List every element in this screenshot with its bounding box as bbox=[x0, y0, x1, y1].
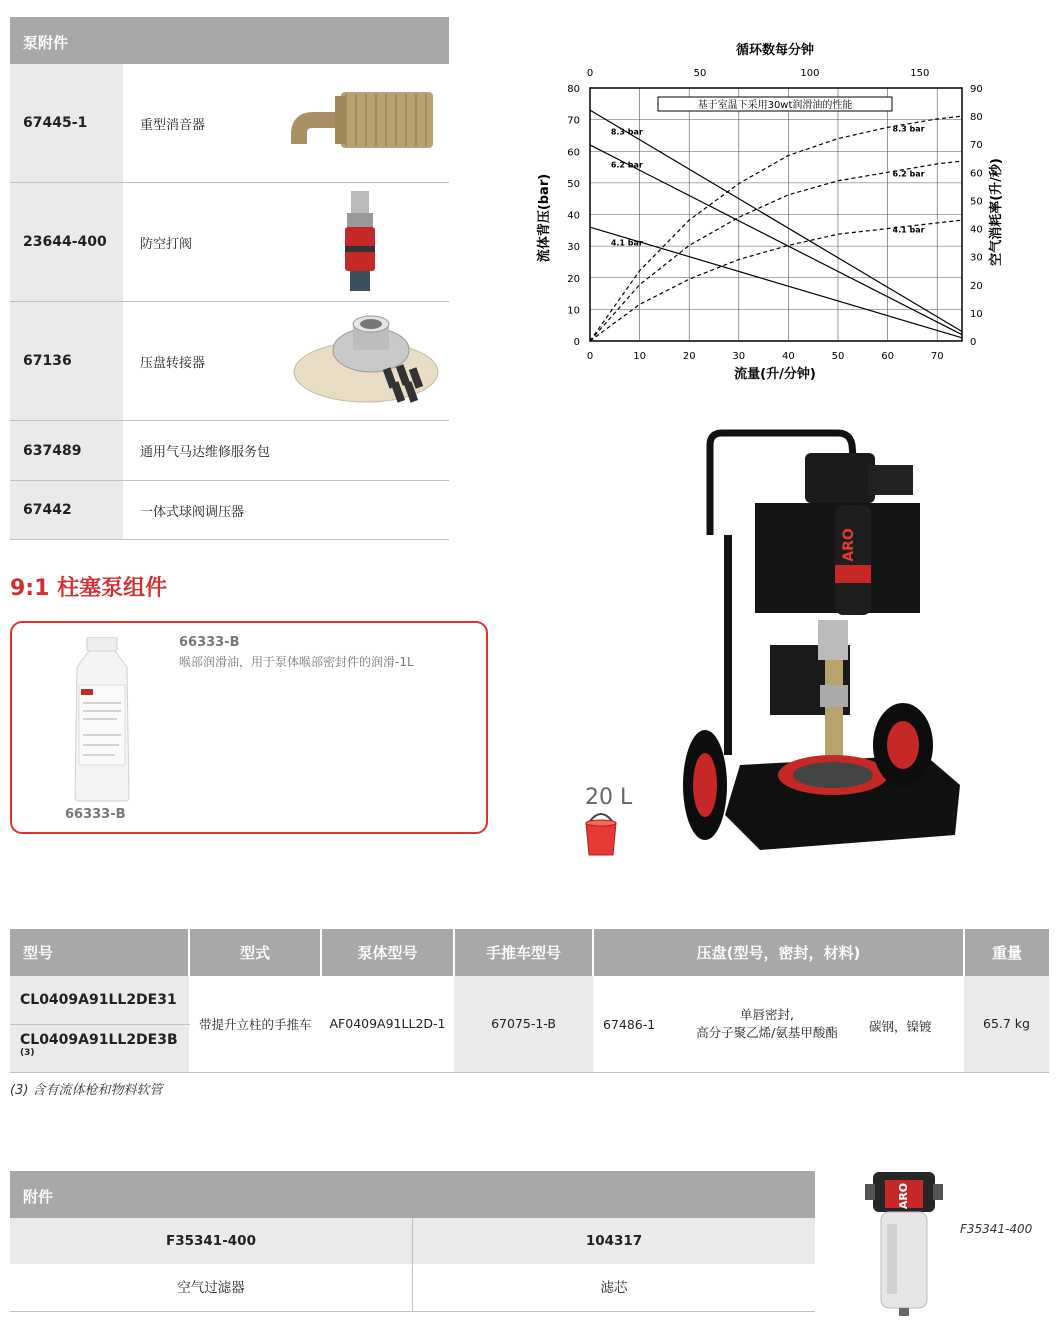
svg-text:ARO: ARO bbox=[897, 1182, 910, 1210]
chart-y-left-tick-label: 60 bbox=[567, 147, 580, 159]
chart-y-left-tick-label: 40 bbox=[567, 210, 580, 222]
chart-note: 基于室温下采用30wt润滑油的性能 bbox=[697, 100, 853, 111]
part-desc: 通用气马达维修服务包 bbox=[140, 445, 271, 460]
table-row bbox=[10, 421, 449, 481]
part-desc: 防空打阀 bbox=[140, 236, 193, 252]
part-name: 滤芯 bbox=[412, 1265, 815, 1312]
follower-plate-cell bbox=[593, 976, 964, 1072]
chart-top-tick-label: 150 bbox=[910, 68, 930, 79]
chart-y-right-tick-label: 80 bbox=[970, 112, 983, 124]
chart-y-left-tick-label: 0 bbox=[573, 337, 580, 348]
chart-series-label: 4.1 bar bbox=[610, 238, 643, 248]
chart-y-left-tick-label: 20 bbox=[567, 273, 580, 285]
svg-text:ARO: ARO bbox=[841, 528, 857, 562]
col-header: 泵体型号 bbox=[321, 929, 454, 976]
part-name: 空气过滤器 bbox=[10, 1265, 412, 1312]
lubricant-caption: 66333-B bbox=[65, 807, 126, 822]
part-desc: 压盘转接器 bbox=[140, 355, 206, 371]
chart-series-label: 4.1 bar bbox=[892, 225, 925, 235]
table-row bbox=[10, 481, 449, 540]
chart-series-label: 8.3 bar bbox=[892, 124, 925, 134]
plate-adapter-image bbox=[291, 310, 441, 410]
chart-x-tick-label: 60 bbox=[881, 351, 894, 362]
chart-top-tick-label: 100 bbox=[800, 68, 820, 79]
part-code: 67445-1 bbox=[10, 64, 123, 182]
filter-caption: F35341-400 bbox=[960, 1222, 1033, 1236]
chart-x-tick-label: 30 bbox=[732, 351, 746, 362]
pail-size-label: 20 L bbox=[585, 785, 633, 810]
plate-seal-line2: 高分子聚乙烯/氨基甲酸酯 bbox=[696, 1025, 838, 1040]
chart-series-label: 8.3 bar bbox=[610, 127, 643, 137]
chart-y-left-tick-label: 80 bbox=[567, 84, 580, 95]
muffler-image bbox=[291, 72, 441, 172]
pail-icon bbox=[584, 813, 618, 857]
part-code: 637489 bbox=[10, 421, 123, 480]
chart-y-left-tick-label: 10 bbox=[567, 305, 580, 317]
chart-y-right-tick-label: 30 bbox=[970, 252, 983, 264]
chart-x-axis-label: 流量(升/分钟) bbox=[734, 367, 816, 382]
model-number: CL0409A91LL2DE3B $^{(3)}$ bbox=[10, 1024, 189, 1072]
table-row bbox=[10, 1218, 815, 1265]
plate-model: 67486-1 bbox=[603, 1017, 656, 1032]
pump-cart-image bbox=[670, 425, 960, 880]
table-row bbox=[10, 976, 1049, 1024]
plate-seal-line1: 单唇密封, bbox=[740, 1007, 794, 1022]
chart-series-line bbox=[590, 220, 962, 341]
performance-chart bbox=[530, 38, 1030, 388]
accessories-table bbox=[10, 1171, 815, 1312]
lubricant-card bbox=[10, 621, 488, 834]
part-code: F35341-400 bbox=[10, 1218, 412, 1265]
col-header: 压盘(型号，密封，材料) bbox=[593, 929, 964, 976]
model-spec-table bbox=[10, 929, 1049, 1073]
chart-top-tick-label: 50 bbox=[693, 68, 707, 79]
col-header: 型式 bbox=[189, 929, 321, 976]
section-title: 9:1 柱塞泵组件 bbox=[10, 576, 168, 601]
chart-series-label: 6.2 bar bbox=[610, 160, 643, 170]
pump-style: 带提升立柱的手推车 bbox=[189, 976, 321, 1072]
chart-series-line bbox=[590, 161, 962, 341]
part-code: 104317 bbox=[412, 1218, 815, 1265]
chart-y-right-tick-label: 70 bbox=[970, 140, 983, 152]
lubricant-bottle-image bbox=[67, 637, 137, 802]
chart-y-left-tick-label: 50 bbox=[567, 178, 580, 190]
chart-series-label: 6.2 bar bbox=[892, 169, 925, 179]
part-desc: 一体式球阀调压器 bbox=[140, 504, 245, 520]
chart-y-right-tick-label: 0 bbox=[970, 337, 977, 348]
chart-y-right-tick-label: 90 bbox=[970, 84, 983, 95]
chart-top-tick-label: 0 bbox=[586, 68, 594, 79]
chart-series-line bbox=[590, 110, 962, 331]
table-row bbox=[10, 64, 449, 183]
chart-right-axis-label: 空气消耗率(升/秒) bbox=[989, 158, 1004, 266]
col-header: 型号 bbox=[10, 929, 189, 976]
chart-series-line bbox=[590, 227, 962, 338]
part-desc: 重型消音器 bbox=[140, 117, 206, 133]
chart-y-right-tick-label: 50 bbox=[970, 196, 983, 208]
chart-y-right-tick-label: 10 bbox=[970, 308, 983, 320]
part-code: 23644-400 bbox=[10, 183, 123, 301]
air-filter-image bbox=[863, 1168, 943, 1318]
anti-runaway-valve-image bbox=[329, 191, 389, 297]
part-code: 67136 bbox=[10, 302, 123, 420]
col-header: 手推车型号 bbox=[454, 929, 593, 976]
chart-y-right-tick-label: 20 bbox=[970, 280, 983, 292]
lubricant-description: 喉部润滑油，用于泵体喉部密封件的润滑-1L bbox=[179, 655, 414, 669]
footnote: (3) 含有流体枪和物料软管 bbox=[10, 1083, 163, 1098]
chart-x-tick-label: 40 bbox=[782, 351, 795, 362]
accessories-header: 泵附件 bbox=[10, 17, 449, 64]
part-code: 67442 bbox=[10, 481, 123, 539]
chart-x-tick-label: 70 bbox=[930, 351, 944, 362]
pump-model: AF0409A91LL2D-1 bbox=[321, 976, 454, 1072]
chart-y-right-tick-label: 40 bbox=[970, 224, 983, 236]
cart-model: 67075-1-B bbox=[454, 976, 593, 1072]
chart-x-tick-label: 0 bbox=[586, 351, 594, 362]
chart-top-axis-label: 循环数每分钟 bbox=[735, 43, 815, 58]
chart-x-tick-label: 50 bbox=[831, 351, 845, 362]
table-row bbox=[10, 183, 449, 302]
table-row bbox=[10, 1265, 815, 1312]
chart-x-tick-label: 10 bbox=[633, 351, 646, 362]
col-header: 重量 bbox=[964, 929, 1049, 976]
chart-x-tick-label: 20 bbox=[682, 351, 696, 362]
table-header-row bbox=[10, 929, 1049, 976]
model-number: CL0409A91LL2DE31 bbox=[10, 976, 189, 1024]
chart-left-axis-label: 流体背压(bar) bbox=[537, 173, 552, 263]
chart-y-left-tick-label: 70 bbox=[567, 115, 580, 127]
weight: 65.7 kg bbox=[964, 976, 1049, 1072]
chart-y-left-tick-label: 30 bbox=[567, 242, 580, 254]
chart-y-right-tick-label: 60 bbox=[970, 168, 983, 180]
accessories-header: 附件 bbox=[10, 1171, 815, 1218]
pump-accessories-table bbox=[10, 17, 449, 540]
plate-material: 碳钢，镍镀 bbox=[869, 1019, 932, 1034]
table-row bbox=[10, 302, 449, 421]
lubricant-code: 66333-B bbox=[179, 635, 240, 650]
